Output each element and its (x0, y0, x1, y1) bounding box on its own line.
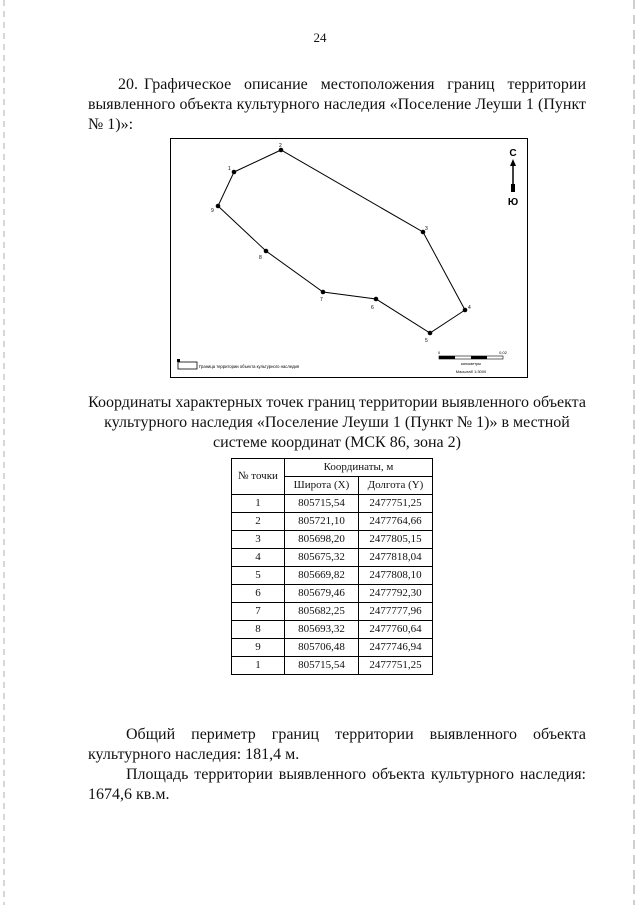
cell-point: 8 (232, 621, 285, 639)
perimeter-paragraph (88, 725, 586, 765)
cell-x: 805698,20 (285, 531, 359, 549)
cell-y: 2477760,64 (358, 621, 432, 639)
cell-point: 3 (232, 531, 285, 549)
point-label-8: 8 (259, 255, 262, 261)
scale-text: Масштаб 1:3000 (455, 369, 487, 374)
boundary-map (170, 138, 528, 378)
scale-right-value: 0,02 (499, 350, 507, 355)
boundary-map-drawing (171, 139, 529, 379)
boundary-point-8 (264, 249, 269, 254)
point-label-9: 9 (211, 208, 214, 214)
cell-point: 6 (232, 585, 285, 603)
point-label-3: 3 (425, 226, 428, 232)
table-row (232, 567, 433, 585)
cell-point: 2 (232, 513, 285, 531)
scale-bar (438, 350, 508, 374)
cell-point: 1 (232, 657, 285, 675)
point-label-2: 2 (279, 143, 282, 149)
legend-swatch (178, 362, 197, 369)
coordinates-table (231, 458, 433, 675)
page-number: 24 (313, 30, 327, 45)
point-label-5: 5 (425, 338, 428, 344)
cell-point: 1 (232, 495, 285, 513)
boundary-point-1 (232, 170, 237, 175)
point-label-7: 7 (320, 297, 323, 303)
area-text: Площадь территории выявленного объекта культурного наследия: 1674,6 кв.м. (88, 766, 586, 803)
boundary-point-labels (211, 143, 471, 344)
boundary-point-6 (374, 297, 379, 302)
cell-point: 5 (232, 567, 285, 585)
cell-y: 2477751,25 (358, 495, 432, 513)
boundary-point-9 (216, 204, 221, 209)
table-row (232, 495, 433, 513)
boundary-point-7 (321, 290, 326, 295)
table-row (232, 549, 433, 567)
table-row (232, 639, 433, 657)
table-row (232, 603, 433, 621)
compass-south-label: Ю (507, 197, 519, 208)
table-row (232, 621, 433, 639)
cell-x: 805669,82 (285, 567, 359, 585)
table-row (232, 513, 433, 531)
boundary-polygon (218, 150, 465, 333)
table-row (232, 657, 433, 675)
perimeter-text: Общий периметр границ территории выявленного объекта культурного наследия: 181,4 м. (88, 726, 586, 763)
cell-x: 805721,10 (285, 513, 359, 531)
table-header-row (232, 459, 433, 477)
table-row (232, 531, 433, 549)
point-label-6: 6 (371, 305, 374, 311)
cell-x: 805715,54 (285, 495, 359, 513)
section-text: Графическое описание местоположения границ территории выявленного объекта культурного наследия «Поселение Леуши 1 (Пункт № 1)»: (88, 76, 586, 133)
compass-north-label: С (509, 148, 517, 159)
point-label-1: 1 (228, 166, 231, 172)
header-longitude: Долгота (Y) (358, 477, 432, 495)
point-label-4: 4 (468, 305, 471, 311)
cell-y: 2477792,30 (358, 585, 432, 603)
cell-x: 805682,25 (285, 603, 359, 621)
boundary-point-5 (428, 331, 433, 336)
cell-y: 2477818,04 (358, 549, 432, 567)
cell-y: 2477777,96 (358, 603, 432, 621)
cell-x: 805675,32 (285, 549, 359, 567)
legend-label: Граница территории объекта культурного наследия (199, 364, 300, 369)
cell-x: 805679,46 (285, 585, 359, 603)
table-row (232, 585, 433, 603)
cell-point: 9 (232, 639, 285, 657)
cell-x: 805715,54 (285, 657, 359, 675)
map-legend (177, 359, 299, 369)
cell-y: 2477764,66 (358, 513, 432, 531)
cell-y: 2477751,25 (358, 657, 432, 675)
boundary-point-4 (463, 308, 468, 313)
header-point-number: № точки (232, 459, 285, 495)
scale-left-value: 0 (437, 350, 441, 355)
cell-point: 4 (232, 549, 285, 567)
cell-x: 805693,32 (285, 621, 359, 639)
cell-point: 7 (232, 603, 285, 621)
page-scan-edge-right (633, 0, 635, 905)
cell-y: 2477805,15 (358, 531, 432, 549)
scale-unit: километры (460, 361, 482, 366)
boundary-points (216, 148, 468, 336)
header-latitude: Широта (X) (285, 477, 359, 495)
header-coordinates: Координаты, м (285, 459, 433, 477)
section-number: 20. (118, 76, 138, 93)
cell-x: 805706,48 (285, 639, 359, 657)
cell-y: 2477746,94 (358, 639, 432, 657)
section-heading (88, 75, 586, 135)
table-caption: Координаты характерных точек границ территории выявленного объекта культурного наследия «Поселение Леуши 1 (Пункт № 1)» в местной системе координат (МСК 86, зона 2) (88, 394, 586, 451)
area-paragraph (88, 765, 586, 805)
page-scan-edge-left (3, 0, 5, 905)
cell-y: 2477808,10 (358, 567, 432, 585)
north-arrow-icon (508, 148, 518, 208)
